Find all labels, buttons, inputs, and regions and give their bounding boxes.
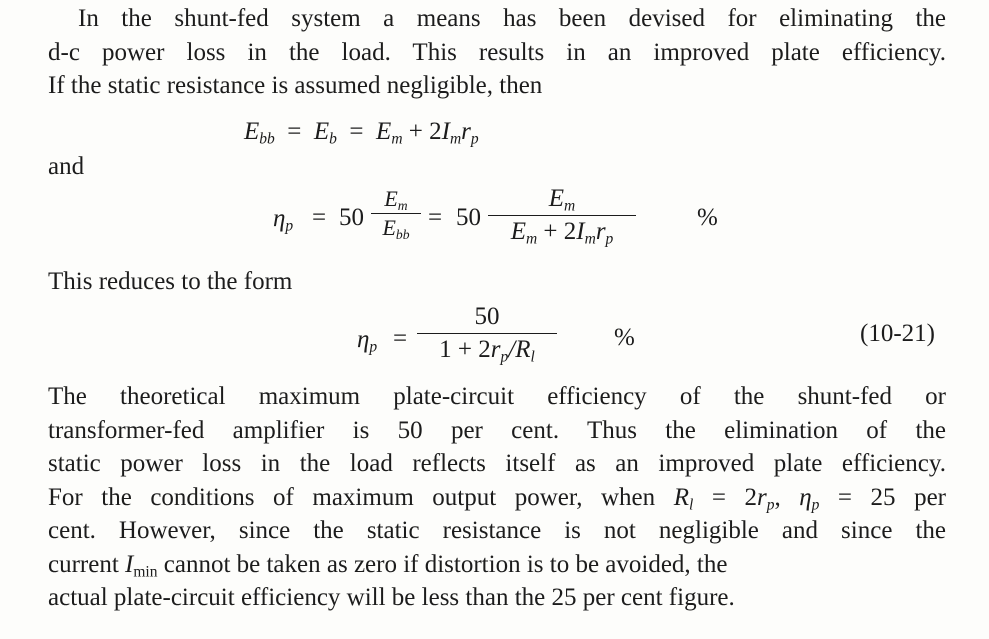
symbol-eta: η — [357, 326, 370, 353]
symbol-r: r — [595, 218, 606, 245]
subscript: p — [500, 348, 509, 366]
percent-sign: % — [614, 324, 635, 351]
symbol-R: R — [515, 336, 531, 363]
subscript: m — [525, 230, 538, 248]
subscript: l — [530, 348, 535, 366]
percent-sign: % — [697, 204, 718, 231]
text-line: If the static resistance is assumed negligible, then — [48, 72, 543, 99]
text-line: In the shunt-fed system a means has been devised for eliminating the — [78, 5, 946, 32]
subscript: m — [564, 197, 576, 215]
text-line: actual plate-circuit efficiency will be less than the 25 per cent figure. — [48, 584, 735, 611]
symbol-i: I — [125, 550, 134, 578]
fraction-bar — [371, 213, 421, 214]
slash: / — [508, 336, 516, 363]
equals-sign: = — [349, 118, 364, 145]
intro-paragraph — [48, 2, 946, 103]
text-line: d-c power loss in the load. This results in an improved plate efficiency. — [48, 38, 946, 66]
eta-symbol — [273, 205, 293, 233]
equals-sign: = — [312, 204, 327, 231]
conclusion-paragraph — [48, 380, 946, 615]
text-run: For the conditions of maximum output power, when — [48, 483, 674, 511]
text-run: , — [774, 483, 800, 511]
symbol-e: E — [384, 186, 398, 211]
subscript: p — [605, 230, 614, 248]
fraction-em-ebb — [371, 186, 421, 243]
fraction-em-sum — [488, 185, 636, 248]
text-run: = 2 — [693, 483, 757, 511]
eta-symbol — [357, 326, 377, 354]
plus-two: + 2 — [537, 218, 577, 245]
subscript: p — [470, 130, 479, 148]
text-line — [48, 481, 946, 515]
symbol-e: E — [313, 118, 330, 145]
symbol-r: r — [490, 336, 501, 363]
equation-number: (10-21) — [860, 320, 935, 347]
subscript: m — [391, 130, 403, 148]
subscript: p — [285, 217, 294, 235]
subscript: min — [133, 563, 158, 581]
coefficient: 50 — [339, 204, 364, 231]
subscript: bb — [259, 130, 275, 148]
text-run: = 25 per — [819, 483, 947, 511]
symbol-eta: η — [799, 483, 812, 511]
subscript: m — [449, 130, 462, 148]
equals-sign: = — [287, 118, 302, 145]
equation-ebb — [244, 118, 479, 146]
subscript: b — [329, 130, 337, 148]
subscript: p — [766, 496, 775, 514]
text-line: static power loss in the load reflects itself as an improved plate efficiency. — [48, 450, 946, 477]
text-run: current — [48, 550, 126, 578]
text-line: transformer-fed amplifier is 50 per cent. Thus the elimination of the — [48, 416, 946, 444]
symbol-R: R — [673, 483, 689, 511]
symbol-i: I — [576, 218, 585, 245]
plus-two: + 2 — [408, 118, 442, 145]
symbol-r: r — [461, 118, 471, 145]
coefficient: 50 — [456, 204, 481, 231]
subscript: p — [369, 338, 378, 356]
symbol-eta: η — [273, 205, 286, 232]
text-line — [48, 548, 946, 582]
equals-sign: = — [428, 204, 443, 231]
fraction-50 — [417, 303, 557, 366]
symbol-e: E — [510, 218, 526, 245]
subscript: l — [688, 496, 694, 514]
and-word: and — [48, 153, 85, 180]
symbol-e: E — [244, 118, 260, 145]
symbol-i: I — [441, 118, 450, 145]
reduce-text: This reduces to the form — [48, 268, 293, 295]
symbol-e: E — [382, 215, 396, 240]
equals-sign: = — [393, 325, 408, 352]
subscript: m — [397, 198, 408, 214]
text-line: cent. However, since the static resistance is not negligible and since the — [48, 517, 946, 544]
symbol-r: r — [756, 483, 767, 511]
symbol-e: E — [548, 185, 565, 212]
subscript: p — [811, 496, 820, 514]
text-line: The theoretical maximum plate-circuit efficiency of the shunt-fed or — [48, 383, 946, 410]
den-prefix: 1 + 2 — [439, 336, 491, 363]
fraction-bar — [417, 333, 557, 334]
numerator: 50 — [474, 303, 500, 330]
fraction-bar — [488, 215, 636, 216]
symbol-e: E — [376, 118, 392, 145]
subscript: bb — [395, 227, 410, 243]
text-run: cannot be taken as zero if distortion is to be avoided, the — [157, 550, 728, 578]
subscript: m — [584, 230, 596, 248]
